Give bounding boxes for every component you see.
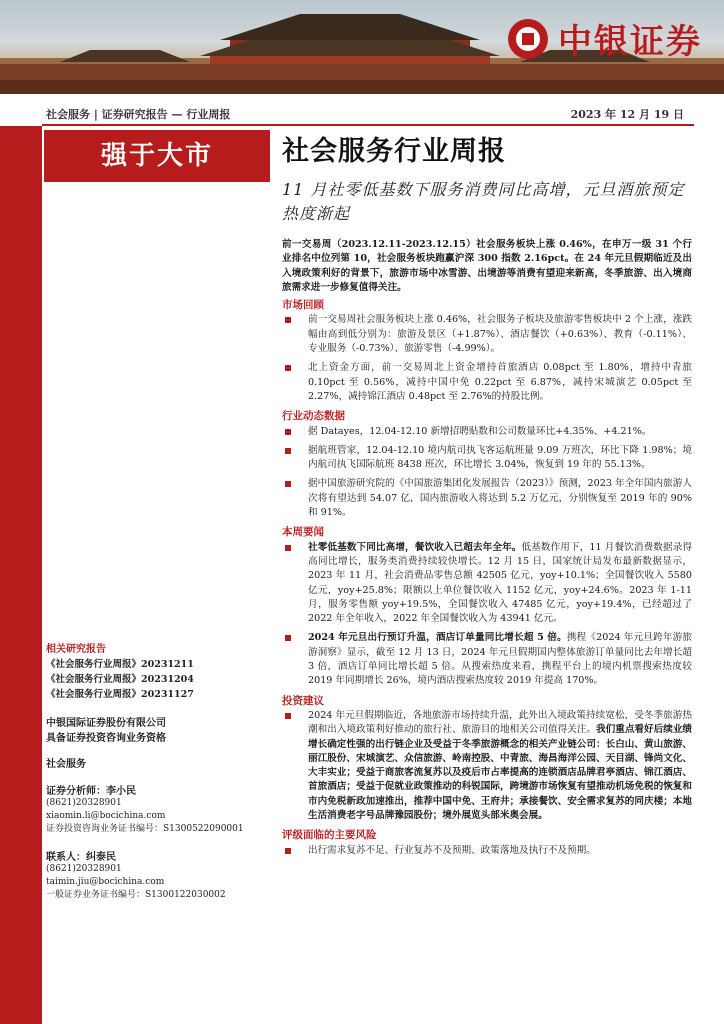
bullet-icon [285, 365, 291, 371]
company-qualification: 具备证券投资咨询业务资格 [46, 733, 166, 744]
list-item: 出行需求复苏不足、行业复苏不及预期、政策落地及执行不及预期。 [282, 844, 692, 858]
section-heading-market-review: 市场回顾 [282, 299, 324, 312]
list-item: 2024 年元旦出行预订升温，酒店订单量同比增长超 5 倍。携程《2024 年元旦跨年游旅游洞察》显示，截至 12 月 13 日，2024 年元旦假期国内整体旅游订单量同比去年增长超 3 倍，酒店订单同比增长超 5 倍。从搜索热度来看，携程平台上的境内机票搜索热度较 2019 年同期增长 26%，境内酒店搜索热度较 2019 年提高 170%。 [282, 631, 692, 688]
contact-phone: (8621)20328901 [46, 864, 122, 874]
bullet-icon [285, 429, 291, 435]
brand-name: 中银证券 [558, 22, 702, 62]
bullet-icon [285, 317, 291, 323]
sidebar [46, 640, 270, 902]
page-subtitle: 11 月社零低基数下服务消费同比高增，元旦酒旅预定热度渐起 [282, 180, 685, 223]
bullet-icon [285, 635, 291, 641]
related-report-link[interactable]: 《社会服务行业周报》20231204 [46, 674, 194, 685]
report-date: 2023 年 12 月 19 日 [570, 108, 684, 121]
section-heading-investment-advice: 投资建议 [282, 694, 324, 707]
header-banner [0, 0, 724, 94]
list-item: 据中国旅游研究院的《中国旅游集团化发展报告（2023）》预测，2023 年全年国内旅游人次将有望达到 54.07 亿，国内旅游收入将达到 5.2 万亿元，分别恢复至 2019 年的 90%和 91%。 [282, 477, 692, 520]
sector-label: 社会服务 [46, 759, 86, 770]
header-divider [42, 124, 694, 126]
title-block [282, 134, 692, 226]
list-item: 2024 年元旦假期临近，各地旅游市场持续升温，此外出入境政策持续宽松，受冬季旅游热潮和出入境政策利好推动的旅行社、旅游目的地相关公司值得关注。我们重点看好后续业绩增长确定性强的出行链企业及受益于冬季旅游概念的相关产业链公司：长白山、黄山旅游、丽江股份、宋城演艺、众信旅游、岭南控股、中青旅、海昌海洋公园、天目湖、锋尚文化、大丰实业；受益于商旅客流复苏以及疫后市占率提高的连锁酒店品牌君亭酒店、锦江酒店、首旅酒店；受益于促就业政策推动的科锐国际，跨境游市场恢复有望推动机场免税的恢复和市内免税新政加速推出，推荐中国中免、王府井；承接餐饮、安全需求复苏的同庆楼；本地生活消费老字号品牌豫园股份；境外展览头部米奥会展。 [282, 709, 692, 823]
bullet-icon [285, 448, 291, 454]
analyst-cert: 证券投资咨询业务证书编号：S1300522090001 [46, 824, 244, 834]
bullet-icon [285, 848, 291, 854]
section-heading-weekly-news: 本周要闻 [282, 526, 324, 539]
list-item: 前一交易周社会服务板块上涨 0.46%，社会服务子板块及旅游零售板块中 2 个上涨，涨跌幅由高到低分别为：旅游及景区（+1.87%）、酒店餐饮（+0.63%）、教育（-0.11%）、专业服务（-0.73%）、旅游零售（-4.99%）。 [282, 313, 692, 356]
lead-paragraph: 前一交易周（2023.12.11-2023.12.15）社会服务板块上涨 0.46%，在申万一级 31 个行业排名中位列第 10，社会服务板块跑赢沪深 300 指数 2.16pct。在 24 年元旦假期临近及出入境政策利好的背景下，旅游市场中冰雪游、出境游等消费有望迎来新高，冬季旅游、出入境商旅需求进一步修复值得关注。 [282, 239, 692, 293]
related-report-link[interactable]: 《社会服务行业周报》20231211 [46, 659, 194, 670]
page-title: 社会服务行业周报 [282, 136, 506, 167]
contact-name: 联系人：纠泰民 [46, 852, 116, 863]
bullet-icon [285, 713, 291, 719]
left-accent-strip [0, 126, 42, 1024]
contact-cert: 一般证券业务证书编号：S1300122030002 [46, 890, 226, 900]
related-report-link[interactable]: 《社会服务行业周报》20231127 [46, 689, 194, 700]
analyst-phone: (8621)20328901 [46, 798, 122, 808]
section-heading-industry-data: 行业动态数据 [282, 410, 345, 423]
analyst-name: 证券分析师：李小民 [46, 786, 136, 797]
company-name: 中银国际证券股份有限公司 [46, 718, 166, 729]
list-item: 据航班管家，12.04-12.10 境内航司执飞客运航班量 9.09 万班次，环比下降 1.98%；境内航司执飞国际航班 8438 班次，环比增长 3.04%，恢复到 19 年的 55.13%。 [282, 444, 692, 473]
analyst-email[interactable]: xiaomin.li@bocichina.com [46, 811, 166, 821]
brand-logo [508, 14, 702, 63]
list-item: 社零低基数下同比高增，餐饮收入已超去年全年。低基数作用下，11 月餐饮消费数据录得高同比增长，服务类消费持续较快增长。12 月 15 日，国家统计局发布最新数据显示，2023 年 11 月，社会消费品零售总额 42505 亿元，yoy+10.1%；全国餐饮收入 5580 亿元，yoy+25.8%；限额以上单位餐饮收入 1152 亿元，yoy+24.6%。2023 年 1-11 月，服务零售额 yoy+19.5%，全国餐饮收入 47485 亿元，yoy+19.4%，已经超过了 2022 年全年收入，2022 年全国餐饮收入为 43941 亿元。 [282, 541, 692, 627]
rating-badge: 强于大市 [44, 130, 270, 182]
list-item: 北上资金方面，前一交易周北上资金增持首旅酒店 0.08pct 至 1.80%，增持中青旅 0.10pct 至 0.56%，减持中国中免 0.22pct 至 6.87%，减持宋城演艺 0.05pct 至 2.27%，减持锦江酒店 0.48pct 至 2.76%的持股比例。 [282, 361, 692, 404]
section-heading-risks: 评级面临的主要风险 [282, 829, 377, 842]
bank-logo-icon [508, 19, 548, 59]
bullet-icon [285, 545, 291, 551]
report-body [282, 238, 692, 863]
related-reports-label: 相关研究报告 [46, 644, 106, 655]
breadcrumb-bar [42, 104, 692, 122]
bullet-icon [285, 481, 291, 487]
breadcrumb: 社会服务 | 证券研究报告 — 行业周报 [46, 108, 231, 121]
contact-email[interactable]: taimin.jiu@bocichina.com [46, 877, 165, 887]
list-item: 据 Datayes，12.04-12.10 新增招聘贴数和公司数量环比+4.35%、+4.21%。 [282, 425, 692, 439]
